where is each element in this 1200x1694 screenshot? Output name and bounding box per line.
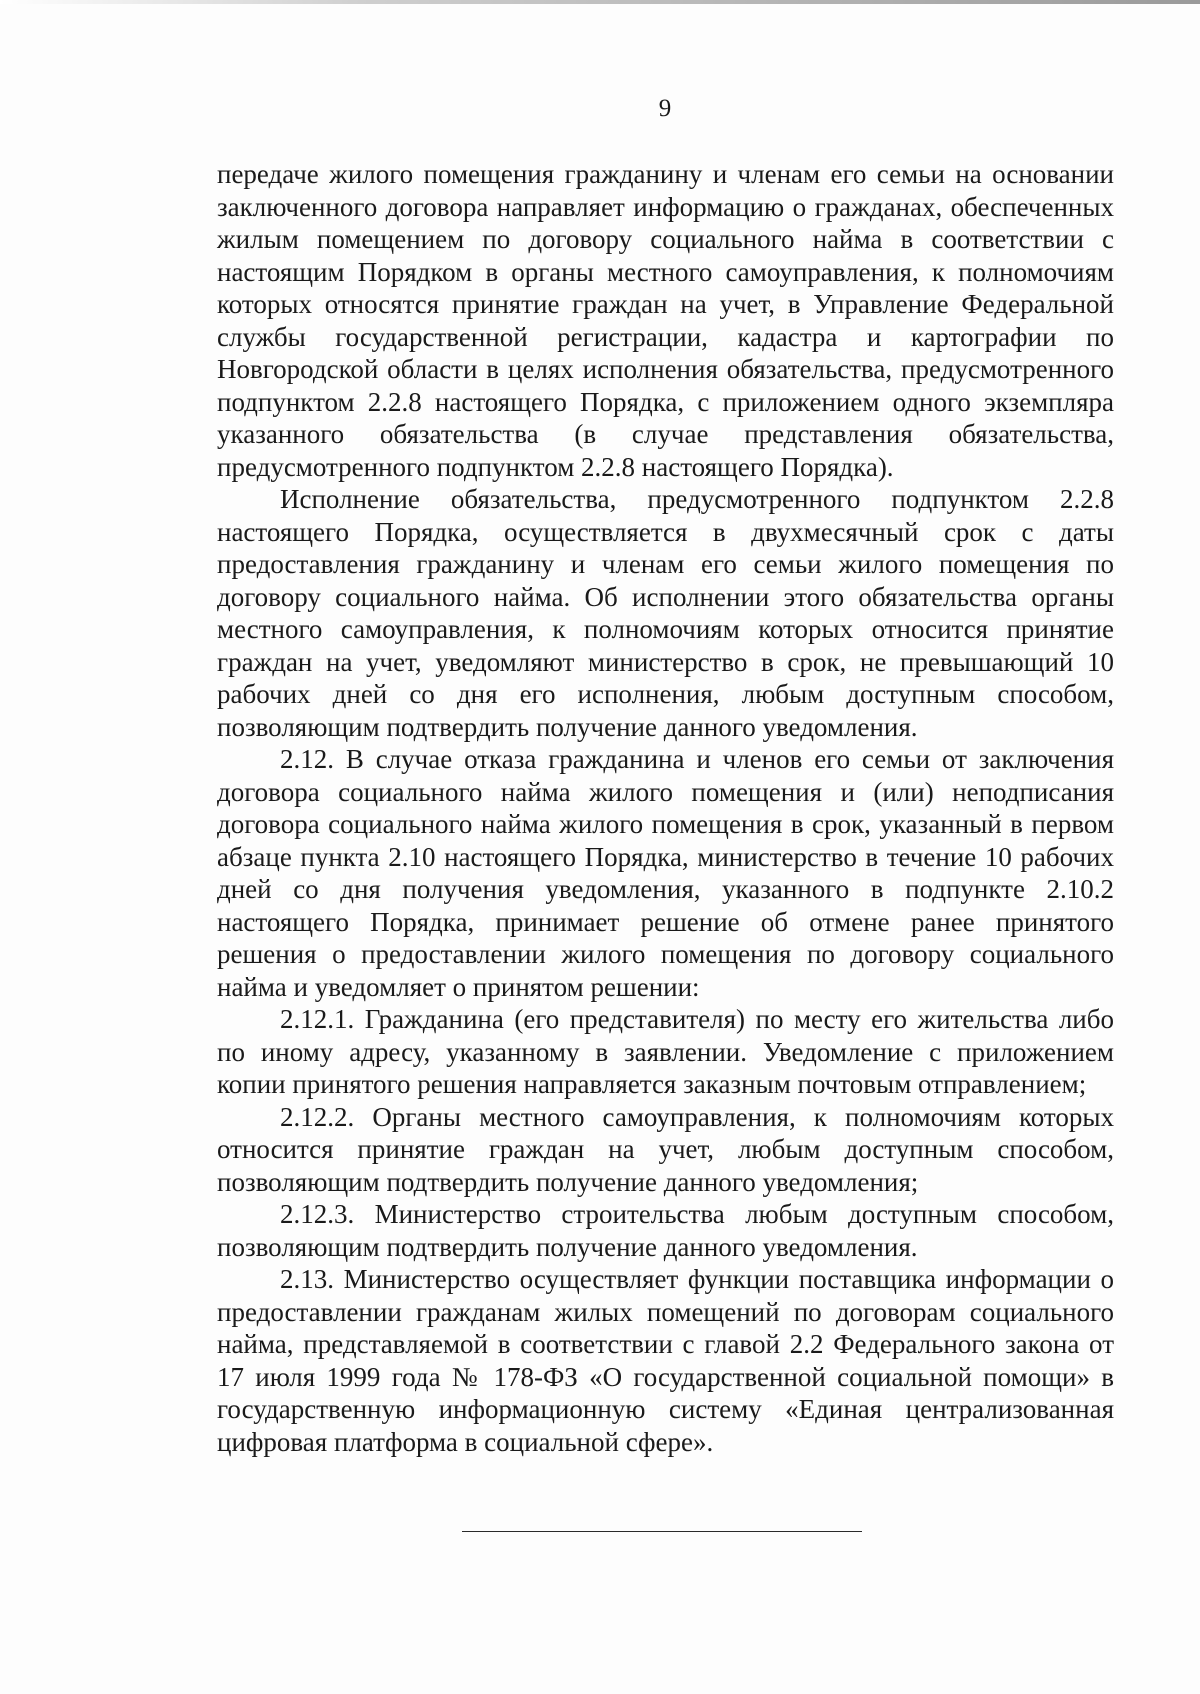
paragraph-obligation-execution: Исполнение обязательства, предусмотренного подпунктом 2.2.8 настоящего Порядка, осуществляется в двухмесячный срок с даты предоставления гражданину и членам его семьи жилого помещения по договору социального найма. Об исполнении этого обязательства органы местного самоуправления, к полномочиям которых относится принятие граждан на учет, уведомляют министерство в срок, не превышающий 10 рабочих дней со дня его исполнения, любым доступным способом, позволяющим подтвердить получение данного уведомления. bbox=[217, 484, 1114, 742]
page-number: 9 bbox=[658, 95, 672, 122]
paragraph-2-12-3: 2.12.3. Министерство строительства любым доступным способом, позволяющим подтвердить получение данного уведомления. bbox=[217, 1199, 1114, 1262]
paragraph-2-13: 2.13. Министерство осуществляет функции поставщика информации о предоставлении гражданам жилых помещений по договорам социального найма, представляемой в соответствии с главой 2.2 Федерального закона от 17 июля 1999 года № 178-ФЗ «О государственной социальной помощи» в государственную информационную систему «Единая централизованная цифровая платформа в социальной сфере». bbox=[217, 1264, 1114, 1457]
document-end-rule bbox=[462, 1531, 862, 1532]
scan-edge-shadow bbox=[0, 0, 1200, 4]
document-body bbox=[217, 158, 1114, 1458]
paragraph-2-12-1: 2.12.1. Гражданина (его представителя) по месту его жительства либо по иному адресу, указанному в заявлении. Уведомление с приложением копии принятого решения направляется заказным почтовым отправлением; bbox=[217, 1004, 1114, 1099]
paragraph-2-12-2: 2.12.2. Органы местного самоуправления, к полномочиям которых относится принятие граждан на учет, любым доступным способом, позволяющим подтвердить получение данного уведомления; bbox=[217, 1101, 1114, 1197]
paragraph-2-12: 2.12. В случае отказа гражданина и членов его семьи от заключения договора социального найма жилого помещения и (или) неподписания договора социального найма жилого помещения в срок, указанный в первом абзаце пункта 2.10 настоящего Порядка, министерство в течение 10 рабочих дней со дня получения уведомления, указанного в подпункте 2.10.2 настоящего Порядка, принимает решение об отмене ранее принятого решения о предоставлении жилого помещения по договору социального найма и уведомляет о принятом решении: bbox=[217, 744, 1114, 1002]
paragraph-continuation: передаче жилого помещения гражданину и членам его семьи на основании заключенного договора направляет информацию о гражданах, обеспеченных жилым помещением по договору социального найма в соответствии с настоящим Порядком в органы местного самоуправления, к полномочиям которых относятся принятие граждан на учет, в Управление Федеральной службы государственной регистрации, кадастра и картографии по Новгородской области в целях исполнения обязательства, предусмотренного подпунктом 2.2.8 настоящего Порядка, с приложением одного экземпляра указанного обязательства (в случае представления обязательства, предусмотренного подпунктом 2.2.8 настоящего Порядка). bbox=[217, 159, 1114, 482]
